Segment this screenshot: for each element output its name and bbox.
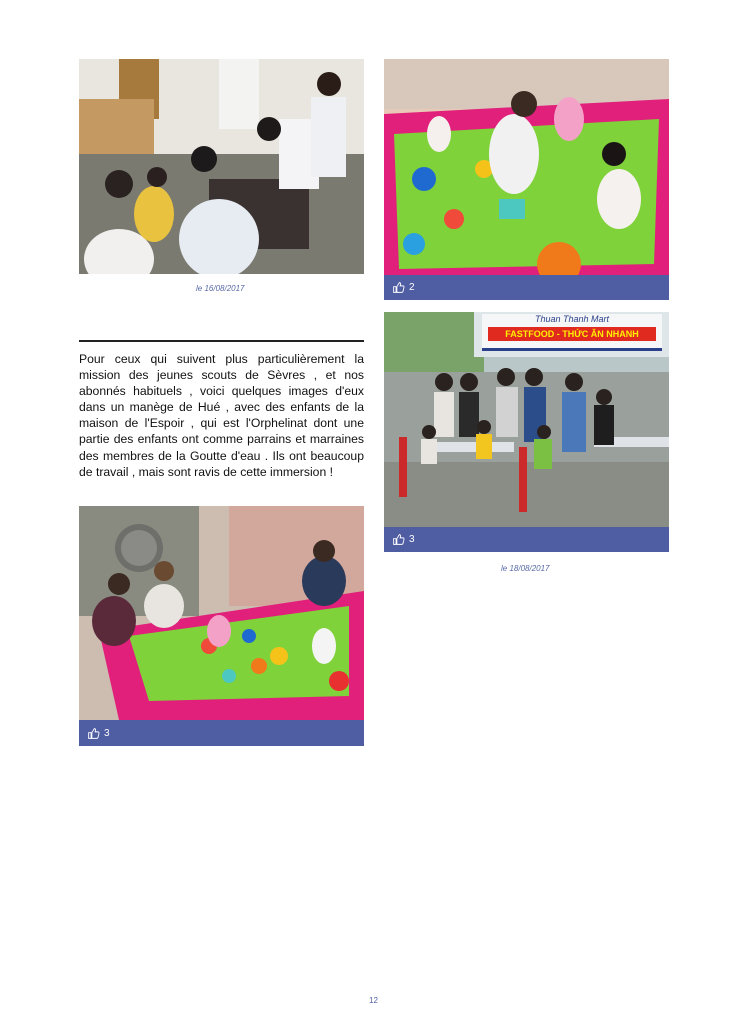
thumbs-up-icon[interactable] [392,533,405,546]
store-sign-banner: FASTFOOD - THỨC ĂN NHANH [488,327,656,341]
section-divider [79,340,364,342]
post3-date-caption: le 18/08/2017 [501,564,550,573]
photo-scouts-sandbox [79,506,364,720]
post4-like-count: 3 [104,727,110,739]
photo-sandbox-toys [384,59,669,275]
photo-children-tables [79,59,364,274]
store-sign [482,314,662,351]
article-paragraph: Pour ceux qui suivent plus particulièrement la mission des jeunes scouts de Sèvres , et nos abonnés habituels , voici quelques images d'eux dans un manège de Hué , avec des enfants de la maison de l'Espoir , qui est l'Orphelinat dont une partie des enfants ont comme parrains et marraines des membres de la Goutte d'eau . Ils ont beaucoup de travail , mais sont ravis de cette immersion ! [79,352,364,479]
post2-like-bar [384,275,669,300]
store-sign-name: Thuan Thanh Mart [534,314,610,324]
thumbs-up-icon[interactable] [87,727,100,740]
post2-like-count: 2 [409,282,415,293]
page-number: 12 [369,996,378,1005]
post3-like-count: 3 [409,534,415,545]
post1-date-caption: le 16/08/2017 [196,284,245,293]
post3-like-bar [384,527,669,552]
post4-like-bar [79,720,364,746]
thumbs-up-icon[interactable] [392,281,405,294]
photo-fastfood-group [384,312,669,527]
